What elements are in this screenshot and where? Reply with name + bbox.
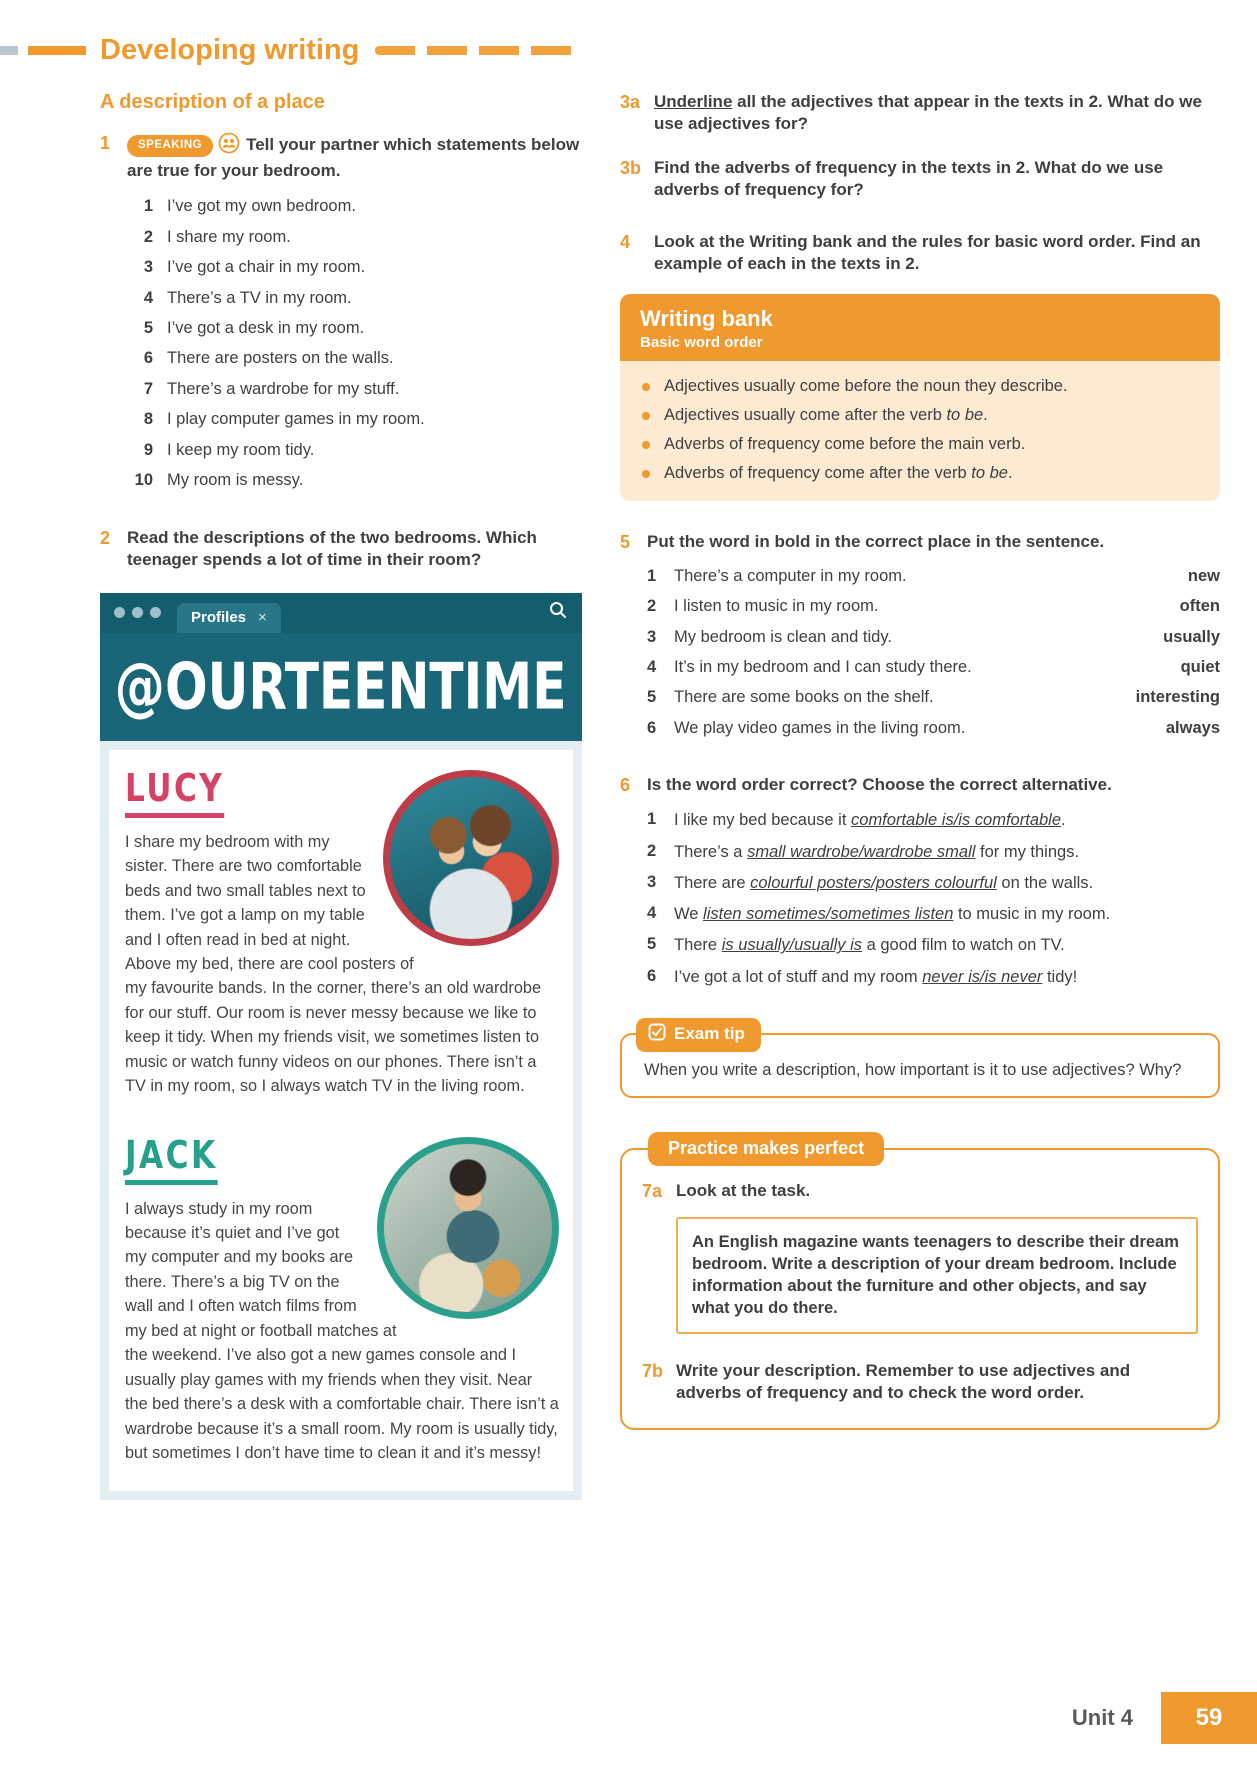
- statement-text: I play computer games in my room.: [167, 410, 425, 429]
- statement-number: 9: [143, 440, 153, 459]
- exercise-4: [620, 231, 1220, 275]
- writing-bank-rule: Adjectives usually come after the verb to be.: [640, 406, 1200, 425]
- bold-word: new: [1187, 566, 1220, 585]
- search-icon[interactable]: [548, 600, 568, 625]
- exercise-5-items: [647, 566, 1220, 740]
- exercise-1: [100, 132, 582, 501]
- corner-grey-bar: [0, 46, 18, 55]
- browser-topbar: [100, 593, 582, 633]
- exercise-5-number: 5: [620, 531, 631, 552]
- alternative-item: 5 There is usually/usually is a good film to watch on TV.: [647, 935, 1065, 955]
- statement-item: [127, 440, 582, 461]
- writing-bank-subtitle: Basic word order: [640, 333, 763, 351]
- exercise-2-number: 2: [100, 527, 111, 548]
- statement-text: I’ve got a chair in my room.: [167, 258, 366, 277]
- exercise-5-prompt: Put the word in bold in the correct place in the sentence. 1 There’s a computer in my room. new 2 I listen to music in my room. often 3 My bedroom is clean and tidy. usually 4 It’s in my bedroom and I can study there. quiet 5 There are some books on the shelf. interesting 6 We play video games in the living room. always: [647, 531, 1220, 749]
- statement-number: 2: [143, 227, 153, 246]
- writing-bank-header: [620, 294, 1220, 361]
- alternative-item: 1 I like my bed because it comfortable is/is comfortable.: [647, 810, 1066, 830]
- statement-item: [127, 196, 582, 217]
- window-dot: [132, 607, 143, 618]
- site-title: @OURTEENTIME: [115, 649, 567, 724]
- exercise-3a: [620, 91, 1220, 135]
- alternatives: never is/is never: [922, 967, 1043, 986]
- writing-bank: [620, 294, 1220, 501]
- alternatives: comfortable is/is comfortable: [851, 811, 1062, 830]
- sentence-item: 2 I listen to music in my room. often: [647, 596, 1220, 617]
- lucy-photo: [383, 770, 559, 946]
- tab-profiles[interactable]: [177, 603, 281, 633]
- statement-item: [127, 318, 582, 339]
- exam-tip-text: When you write a description, how important is it to use adjectives? Why?: [644, 1060, 1182, 1079]
- alternative-item: 3 There are colourful posters/posters colourful on the walls.: [647, 872, 1094, 892]
- jack-photo: [377, 1137, 559, 1319]
- exercise-3a-number: 3a: [620, 92, 641, 112]
- writing-bank-rule: Adjectives usually come before the noun they describe.: [640, 377, 1200, 396]
- practice-label: Practice makes perfect: [648, 1132, 884, 1166]
- exercise-2: [100, 527, 582, 571]
- statement-number: 10: [134, 471, 153, 490]
- statement-text: I’ve got a desk in my room.: [167, 318, 365, 337]
- header-dashes: [375, 46, 582, 55]
- statement-item: [127, 379, 582, 400]
- writing-bank-rule: Adverbs of frequency come after the verb to be.: [640, 464, 1200, 483]
- statement-list: [127, 196, 582, 491]
- statement-text: My room is messy.: [167, 471, 304, 490]
- jack-name: JACK: [125, 1133, 218, 1185]
- statement-number: 1: [143, 197, 153, 216]
- statement-number: 7: [143, 379, 153, 398]
- exercise-1-number: 1: [100, 133, 111, 153]
- lucy-name: LUCY: [125, 766, 224, 818]
- bullet-icon: [642, 441, 650, 449]
- bold-word: interesting: [1135, 688, 1220, 707]
- tab-label: Profiles: [191, 609, 247, 627]
- page-footer: [1072, 1692, 1257, 1744]
- sentence-item: 6 We play video games in the living room. always: [647, 718, 1220, 739]
- exercise-7a: [642, 1180, 1198, 1203]
- statement-number: 6: [143, 349, 153, 368]
- sentence-item: 4 It’s in my bedroom and I can study there. quiet: [647, 657, 1220, 678]
- statement-item: [127, 227, 582, 248]
- statement-item: [127, 288, 582, 309]
- bold-word: often: [1179, 597, 1220, 616]
- task-box: An English magazine wants teenagers to describe their dream bedroom. Write a description of your dream bedroom. Include information about the furniture and other objects, and say what you do there.: [676, 1217, 1198, 1334]
- alternatives: colourful posters/posters colourful: [750, 873, 997, 892]
- statement-item: [127, 348, 582, 369]
- statement-item: [127, 257, 582, 278]
- statement-number: 3: [143, 258, 153, 277]
- alternatives: listen sometimes/sometimes listen: [703, 905, 954, 924]
- alternative-item: 6 I’ve got a lot of stuff and my room never is/is never tidy!: [647, 966, 1078, 986]
- exercise-3b-prompt: Find the adverbs of frequency in the texts in 2. What do we use adverbs of frequency for?: [654, 158, 1164, 200]
- sentence-item: 3 My bedroom is clean and tidy. usually: [647, 627, 1220, 648]
- page-header: [100, 34, 582, 67]
- practice-box: [620, 1138, 1220, 1430]
- statement-item: [127, 409, 582, 430]
- partners-icon: [218, 132, 240, 160]
- bullet-icon: [642, 470, 650, 478]
- alternative-item: 4 We listen sometimes/sometimes listen to music in my room.: [647, 904, 1111, 924]
- left-column: [100, 91, 582, 1500]
- bold-word: always: [1165, 718, 1220, 737]
- exercise-3b: [620, 157, 1220, 201]
- statement-text: There’s a wardrobe for my stuff.: [167, 379, 400, 398]
- speaking-badge: SPEAKING: [127, 135, 213, 157]
- exercise-7a-number: 7a: [642, 1181, 663, 1202]
- profile-jack: [125, 1133, 559, 1466]
- exercise-7a-prompt: Look at the task.: [676, 1181, 811, 1201]
- exam-tip-label: Exam tip: [636, 1018, 761, 1052]
- tab-close-icon[interactable]: ×: [258, 609, 267, 627]
- window-dots: [114, 607, 161, 618]
- statement-text: There’s a TV in my room.: [167, 288, 352, 307]
- page-title: Developing writing: [100, 34, 360, 66]
- exercise-7b-number: 7b: [642, 1360, 664, 1381]
- sentence-item: 1 There’s a computer in my room. new: [647, 566, 1220, 587]
- site-banner: [100, 633, 582, 741]
- statement-text: I’ve got my own bedroom.: [167, 197, 356, 216]
- page-number: 59: [1161, 1692, 1257, 1744]
- writing-bank-rule: Adverbs of frequency come before the main verb.: [640, 435, 1200, 454]
- bullet-icon: [642, 412, 650, 420]
- bullet-icon: [642, 383, 650, 391]
- exercise-6-prompt: Is the word order correct? Choose the correct alternative. 1 I like my bed because it comfortable is/is comfortable. 2 There’s a small wardrobe/wardrobe small for my things. 3 There are colourful posters/posters colourful on the walls. 4 We listen sometimes/sometimes listen to music in my room. 5 There is usually/usually is a good film to watch on TV. 6 I’ve got a lot of stuff and my room never is/is never tidy!: [647, 774, 1220, 997]
- exercise-7b: [642, 1360, 1198, 1404]
- exercise-6-items: [647, 809, 1220, 988]
- statement-number: 4: [143, 288, 153, 307]
- exam-tip-box: [620, 1024, 1220, 1098]
- statement-text: I keep my room tidy.: [167, 440, 315, 459]
- profile-lucy: [125, 766, 559, 1099]
- jack-text: I always study in my room because it’s quiet and I’ve got my computer and my books are there. There’s a big TV on the wall and I often watch films from my bed at night or football matches at the weekend. I’ve also got a new games console and I usually play games with my friends when they visit. Near the bed there’s a desk with a comfortable chair. There isn’t a wardrobe because it’s a small room. My room is usually tidy, but sometimes I don’t have time to clean it and it’s messy!: [125, 1199, 559, 1462]
- alternatives: is usually/usually is: [721, 936, 862, 955]
- statement-number: 8: [143, 410, 153, 429]
- unit-label: Unit 4: [1071, 1705, 1133, 1730]
- lucy-text: I share my bedroom with my sister. There are two comfortable beds and two small tables next to them. I’ve got a lamp on my table and I often read in bed at night. Above my bed, there are cool posters of my favourite bands. In the corner, there’s an old wardrobe for our stuff. Our room is never messy because we like to keep it tidy. When my friends visit, we sometimes listen to music or watch funny videos on our phones. There isn’t a TV in my room, so I always watch TV in the living room.: [125, 832, 542, 1096]
- exercise-3b-number: 3b: [620, 158, 642, 179]
- right-column: [620, 91, 1220, 1500]
- section-title: A description of a place: [100, 91, 325, 113]
- bold-word: quiet: [1180, 657, 1220, 676]
- exercise-3a-prompt: Underline all the adjectives that appear in the texts in 2. What do we use adjectives for?: [654, 92, 1202, 134]
- exercise-6: [620, 774, 1220, 997]
- statement-text: There are posters on the walls.: [167, 349, 394, 368]
- sentence-item: 5 There are some books on the shelf. interesting: [647, 687, 1220, 708]
- window-dot: [114, 607, 125, 618]
- alternatives: small wardrobe/wardrobe small: [747, 842, 976, 861]
- statement-text: I share my room.: [167, 227, 291, 246]
- profiles-card: [100, 593, 582, 1501]
- exercise-7b-prompt: Write your description. Remember to use adjectives and adverbs of frequency and to check the word order.: [676, 1360, 1131, 1402]
- exercise-6-number: 6: [620, 775, 631, 796]
- window-dot: [150, 607, 161, 618]
- exercise-1-prompt: SPEAKING Tell your partner which statements below are true for your bedroom. 1 I’ve got my own bedroom. 2 I share my room. 3 I’ve got a chair in my room. 4 There’s a TV in my room. 5 I’ve got a desk in my room. 6 There are posters on the walls. 7 There’s a wardrobe for my stuff. 8 I play computer games in my room. 9 I keep my room tidy. 10 My room is messy.: [127, 132, 582, 501]
- checkbox-icon: [648, 1023, 666, 1046]
- statement-number: 5: [143, 318, 153, 337]
- bold-word: usually: [1163, 627, 1220, 646]
- writing-bank-title: Writing bank: [640, 305, 773, 331]
- writing-bank-body: [620, 361, 1220, 501]
- exercise-5: [620, 531, 1220, 749]
- card-frame: [100, 741, 582, 1501]
- exercise-4-number: 4: [620, 232, 631, 253]
- statement-item: [127, 470, 582, 491]
- alternative-item: 2 There’s a small wardrobe/wardrobe small for my things.: [647, 841, 1080, 861]
- corner-orange-bar: [28, 46, 86, 55]
- exercise-4-prompt: Look at the Writing bank and the rules for basic word order. Find an example of each in the texts in 2.: [654, 232, 1201, 274]
- exercise-2-prompt: Read the descriptions of the two bedrooms. Which teenager spends a lot of time in their room?: [127, 527, 537, 569]
